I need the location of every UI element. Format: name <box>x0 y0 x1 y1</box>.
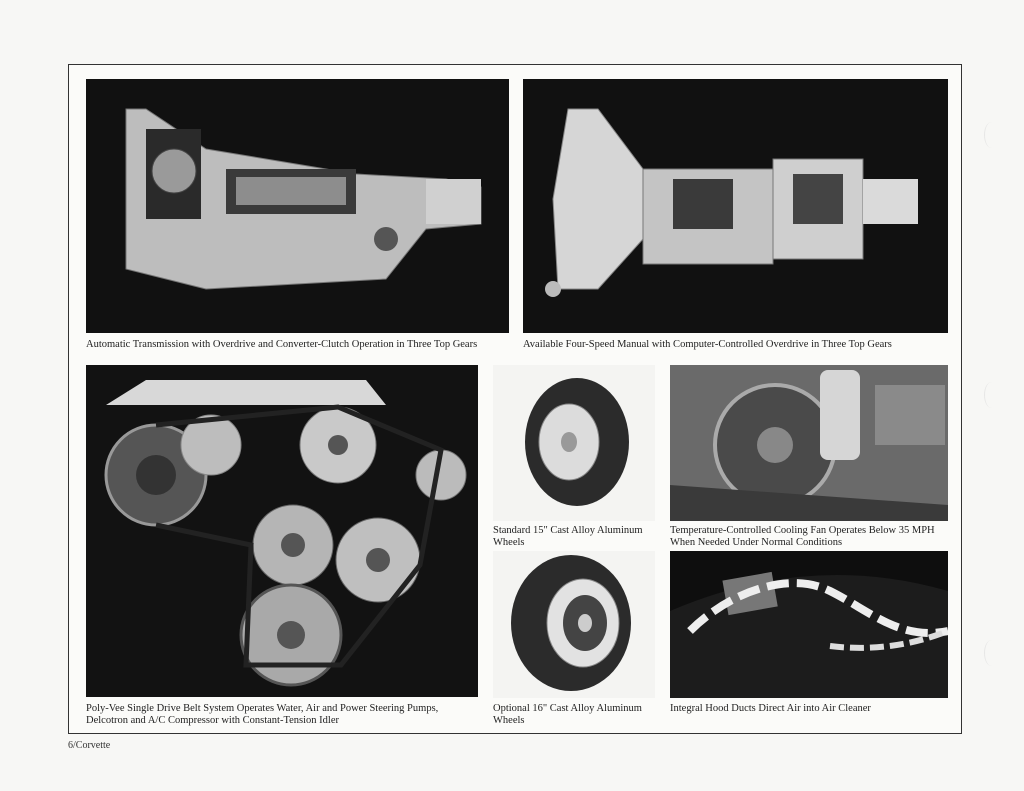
caption-standard-wheels: Standard 15" Cast Alloy Aluminum Wheels <box>493 525 643 548</box>
caption-optional-wheels: Optional 16" Cast Alloy Aluminum Wheels <box>493 703 642 726</box>
cooling-fan-photo <box>670 365 948 521</box>
hood-ducts-photo <box>670 551 948 698</box>
manual-transmission-photo <box>523 79 948 333</box>
page-number: 6/Corvette <box>68 740 111 751</box>
caption-auto-transmission: Automatic Transmission with Overdrive and Converter-Clutch Operation in Three Top Gears <box>86 339 478 350</box>
punch-hole <box>984 382 999 408</box>
belt-system-photo <box>86 365 478 697</box>
caption-cooling-fan: Temperature-Controlled Cooling Fan Operates Below 35 MPH When Needed Under Normal Conditions <box>670 525 935 548</box>
punch-hole <box>984 640 999 666</box>
optional-wheel-photo <box>493 551 655 698</box>
auto-transmission-photo <box>86 79 509 333</box>
caption-hood-ducts: Integral Hood Ducts Direct Air into Air Cleaner <box>670 703 871 714</box>
punch-hole <box>984 122 999 148</box>
standard-wheel-photo <box>493 365 655 521</box>
caption-belt-system: Poly-Vee Single Drive Belt System Operates Water, Air and Power Steering Pumps, Delcotron and A/C Compressor with Constant-Tension Idler <box>86 703 439 726</box>
caption-manual-transmission: Available Four-Speed Manual with Computer-Controlled Overdrive in Three Top Gears <box>523 339 892 350</box>
